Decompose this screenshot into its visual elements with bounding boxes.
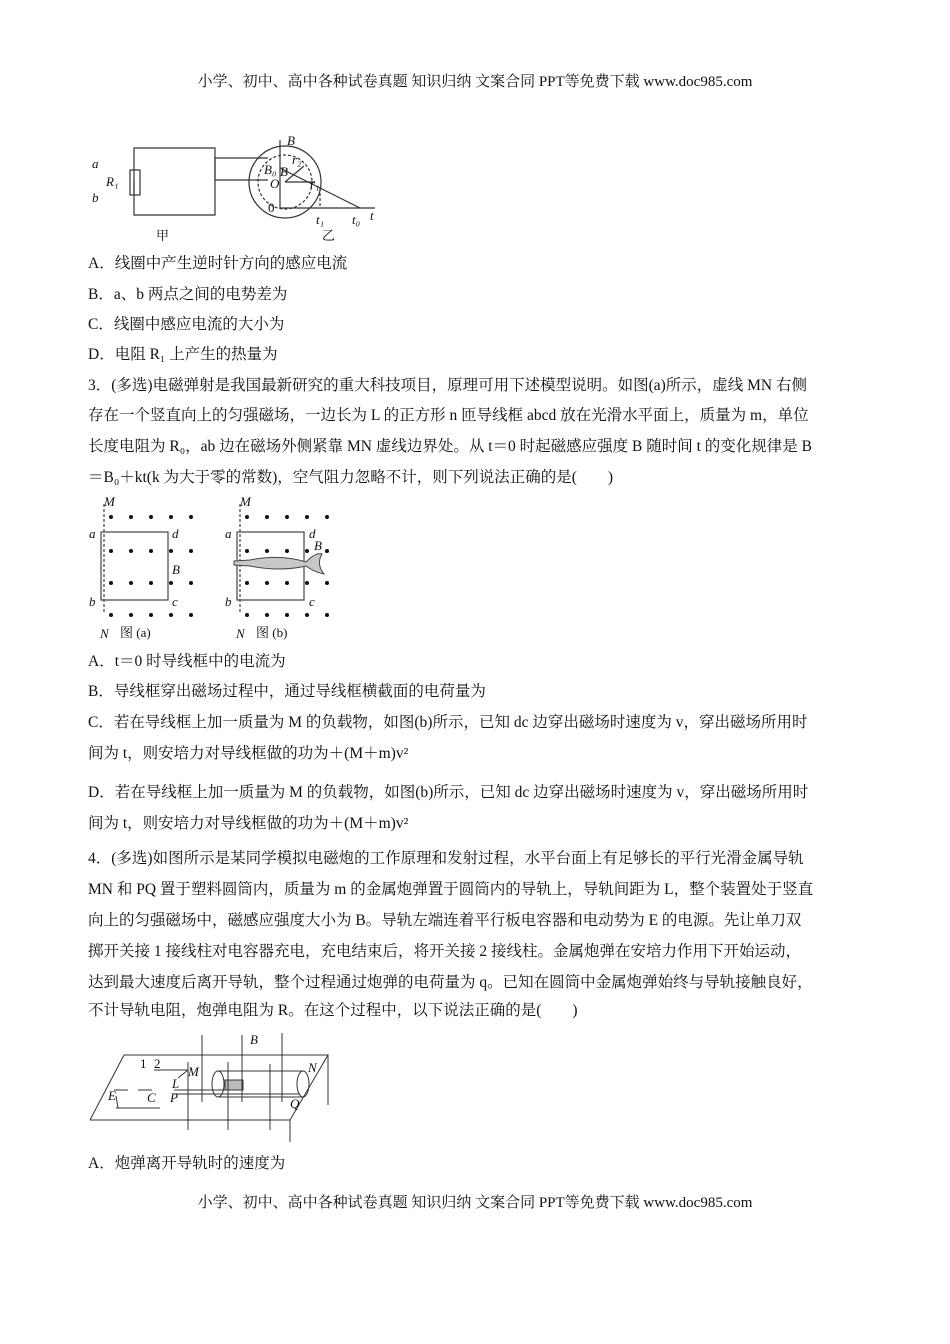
q4-stem-line: MN 和 PQ 置于塑料圆筒内，质量为 m 的金属炮弹置于圆筒内的导轨上，导轨间距为 L，整个装置处于竖直 xyxy=(88,881,814,898)
field-dot xyxy=(169,515,173,519)
figure-coil-and-graph xyxy=(80,130,400,245)
svg-text:B: B xyxy=(250,1032,258,1047)
q3-stem-line: ＝B₀＋kt(k 为大于零的常数)，空气阻力忽略不计，则下列说法正确的是( ) xyxy=(88,469,614,486)
field-dot xyxy=(189,581,193,585)
field-dot xyxy=(129,581,133,585)
q3-option-b: B．导线框穿出磁场过程中，通过导线框横截面的电荷量为 xyxy=(88,683,486,700)
svg-text:0: 0 xyxy=(268,200,275,215)
field-dot xyxy=(285,515,289,519)
field-dot xyxy=(305,515,309,519)
svg-text:B: B xyxy=(280,164,288,179)
field-dot xyxy=(245,515,249,519)
q3-option-c: C．若在导线框上加一质量为 M 的负载物，如图(b)所示，已知 dc 边穿出磁场时速度为 v，穿出磁场所用时 xyxy=(88,714,808,731)
q4-stem-line: 掷开关接 1 接线柱对电容器充电，充电结束后，将开关接 2 接线柱。金属炮弹在安培力作用下开始运动， xyxy=(88,943,802,960)
figure-railgun xyxy=(90,1030,330,1145)
svg-text:d: d xyxy=(172,526,179,541)
field-dot xyxy=(245,581,249,585)
svg-text:Q: Q xyxy=(290,1096,300,1111)
field-dot xyxy=(285,581,289,585)
field-dot xyxy=(169,581,173,585)
svg-text:M: M xyxy=(104,494,115,509)
field-dot xyxy=(265,515,269,519)
svg-text:t₀: t₀ xyxy=(352,212,361,227)
q2-option-c: C．线圈中感应电流的大小为 xyxy=(88,316,285,333)
q4-stem-line: 4．(多选)如图所示是某同学模拟电磁炮的工作原理和发射过程，水平台面上有足够长的平行光滑金属导轨 xyxy=(88,850,804,867)
field-dot xyxy=(129,549,133,553)
page-header: 小学、初中、高中各种试卷真题 知识归纳 文案合同 PPT等免费下载 www.doc985.com xyxy=(197,74,753,90)
svg-text:C: C xyxy=(147,1090,156,1105)
q3-stem-line: 3．(多选)电磁弹射是我国最新研究的重大科技项目，原理可用下述模型说明。如图(a)所示，虚线 MN 右侧 xyxy=(88,377,808,394)
q4-stem-line: 不计导轨电阻，炮弹电阻为 R。在这个过程中，以下说法正确的是( ) xyxy=(88,1002,578,1019)
field-dot xyxy=(109,549,113,553)
svg-text:图 (a): 图 (a) xyxy=(120,625,151,640)
q3-stem-line: 长度电阻为 R₀，ab 边在磁场外侧紧靠 MN 虚线边界处。从 t＝0 时起磁感应强度 B 随时间 t 的变化规律是 B xyxy=(88,438,813,455)
svg-text:N: N xyxy=(100,626,109,641)
svg-text:P: P xyxy=(170,1090,178,1105)
field-dot xyxy=(149,515,153,519)
svg-text:b: b xyxy=(89,594,96,609)
svg-text:B: B xyxy=(172,562,180,577)
field-dot xyxy=(109,613,113,617)
svg-text:a: a xyxy=(225,526,232,541)
field-dot xyxy=(325,549,329,553)
svg-text:图 (b): 图 (b) xyxy=(256,625,288,640)
svg-text:M: M xyxy=(188,1064,199,1079)
svg-text:B: B xyxy=(314,538,322,553)
q3-option-d: D．若在导线框上加一质量为 M 的负载物，如图(b)所示，已知 dc 边穿出磁场时速度为 v，穿出磁场所用时 xyxy=(88,784,809,801)
q4-stem-line: 向上的匀强磁场中，磁感应强度大小为 B。导轨左端连着平行板电容器和电动势为 E 的电源。先让单刀双 xyxy=(88,912,802,929)
svg-text:t: t xyxy=(370,208,374,223)
field-dot xyxy=(265,613,269,617)
field-dot xyxy=(325,613,329,617)
field-dot xyxy=(109,581,113,585)
page-footer: 小学、初中、高中各种试卷真题 知识归纳 文案合同 PPT等免费下载 www.doc985.com xyxy=(197,1195,753,1211)
svg-text:O: O xyxy=(270,176,280,191)
svg-text:L: L xyxy=(172,1076,180,1091)
field-dot xyxy=(149,581,153,585)
q3-stem-line: 存在一个竖直向上的匀强磁场，一边长为 L 的正方形 n 匝导线框 abcd 放在光滑水平面上，质量为 m，单位 xyxy=(88,407,809,424)
svg-text:E: E xyxy=(108,1088,116,1103)
field-dot xyxy=(265,581,269,585)
q3-option-c-cont: 间为 t，则安培力对导线框做的功为＋(M＋m)v² xyxy=(88,745,409,762)
svg-text:N: N xyxy=(236,626,245,641)
q2-option-a: A．线圈中产生逆时针方向的感应电流 xyxy=(88,255,348,272)
svg-text:N: N xyxy=(308,1060,317,1075)
q4-option-a: A．炮弹离开导轨时的速度为 xyxy=(88,1155,286,1172)
field-dot xyxy=(325,581,329,585)
field-dot xyxy=(189,549,193,553)
q2-option-d: D．电阻 R₁ 上产生的热量为 xyxy=(88,346,278,363)
field-dot xyxy=(109,515,113,519)
q2-option-b: B．a、b 两点之间的电势差为 xyxy=(88,286,288,303)
field-dot xyxy=(285,549,289,553)
field-dot xyxy=(149,549,153,553)
svg-text:a: a xyxy=(92,156,99,171)
field-dot xyxy=(169,549,173,553)
q4-stem-line: 达到最大速度后离开导轨，整个过程通过炮弹的电荷量为 q。已知在圆筒中金属炮弹始终与导轨接触良好， xyxy=(88,974,813,991)
svg-text:b: b xyxy=(92,190,99,205)
svg-text:2: 2 xyxy=(154,1056,161,1071)
field-dot xyxy=(129,515,133,519)
field-dot xyxy=(129,613,133,617)
field-dot xyxy=(245,549,249,553)
figure-wire-frame xyxy=(80,492,380,647)
field-dot xyxy=(305,613,309,617)
q3-option-a: A．t＝0 时导线框中的电流为 xyxy=(88,653,286,670)
svg-text:r₂: r₂ xyxy=(292,152,302,167)
svg-text:B: B xyxy=(287,133,295,148)
field-dot xyxy=(245,613,249,617)
field-dot xyxy=(285,613,289,617)
field-dot xyxy=(325,515,329,519)
svg-text:d: d xyxy=(309,526,316,541)
field-dot xyxy=(305,549,309,553)
svg-text:a: a xyxy=(89,526,96,541)
svg-text:c: c xyxy=(172,594,178,609)
field-dot xyxy=(305,581,309,585)
field-dot xyxy=(169,613,173,617)
svg-text:乙: 乙 xyxy=(322,228,336,243)
field-dot xyxy=(189,515,193,519)
svg-text:t₁: t₁ xyxy=(316,212,325,227)
svg-text:1: 1 xyxy=(140,1056,147,1071)
q3-option-d-cont: 间为 t，则安培力对导线框做的功为＋(M＋m)v² xyxy=(88,815,409,832)
svg-text:甲: 甲 xyxy=(156,228,170,243)
svg-text:b: b xyxy=(225,594,232,609)
svg-text:B₀: B₀ xyxy=(264,162,277,177)
svg-text:R₁: R₁ xyxy=(106,174,119,189)
svg-text:c: c xyxy=(309,594,315,609)
svg-text:r₁: r₁ xyxy=(310,176,320,191)
field-dot xyxy=(149,613,153,617)
svg-text:M: M xyxy=(240,494,251,509)
field-dot xyxy=(189,613,193,617)
field-dot xyxy=(265,549,269,553)
